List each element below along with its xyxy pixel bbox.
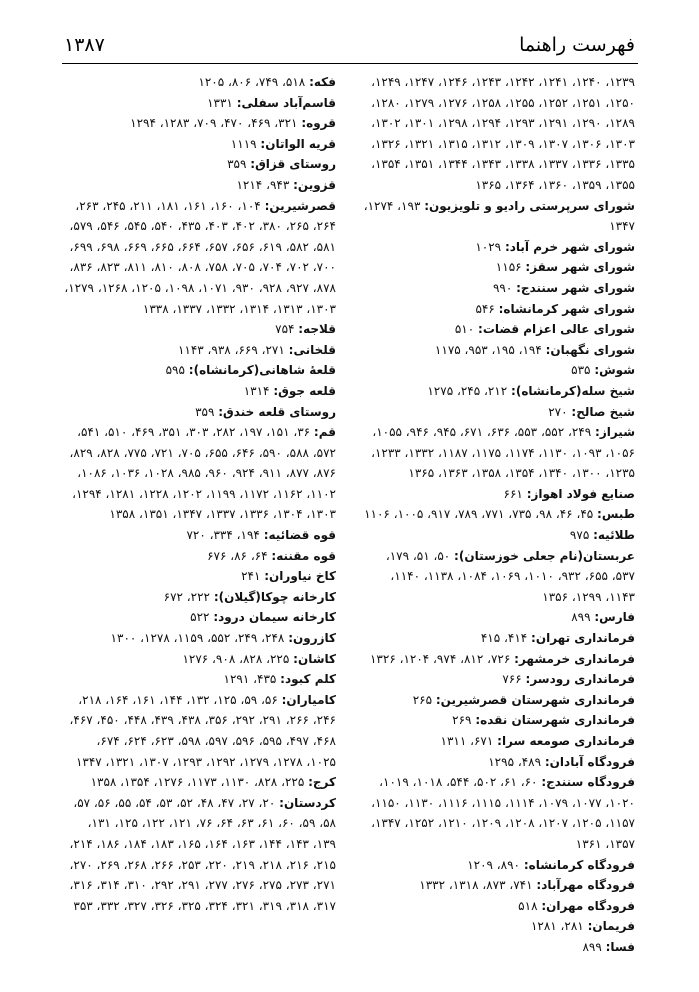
index-term: فرودگاه کرمانشاه: xyxy=(523,857,635,872)
index-entry xyxy=(363,628,635,649)
index-pages: ۳۵۹ xyxy=(195,404,215,419)
index-pages: ۹۴۳، ۱۲۱۴ xyxy=(236,177,290,192)
index-entry xyxy=(363,669,635,690)
index-term: عربستان(نام جعلی خوزستان): xyxy=(454,548,635,563)
index-pages: ۹۹۰ xyxy=(492,280,513,295)
index-term: فرودگاه آبادان: xyxy=(544,754,635,769)
index-term: فرودگاه سنندج: xyxy=(541,775,635,790)
index-entry xyxy=(363,319,635,340)
index-entry xyxy=(64,175,336,196)
index-entry xyxy=(64,628,336,649)
index-entry xyxy=(64,525,336,546)
index-pages: ۲۶۵ xyxy=(412,692,433,707)
index-entry xyxy=(363,402,635,423)
index-entry xyxy=(363,710,635,731)
index-entry xyxy=(363,525,635,546)
index-term: کلم کبود: xyxy=(280,672,336,687)
index-entry xyxy=(64,113,336,134)
index-pages: ۸۹۹ xyxy=(571,610,591,625)
index-pages: ۳۲۱، ۴۶۹، ۴۷۰، ۷۰۹، ۱۲۸۳، ۱۲۹۴ xyxy=(130,116,298,131)
index-entry xyxy=(363,896,635,917)
index-entry xyxy=(363,649,635,670)
index-entry xyxy=(363,690,635,711)
index-term: قوه مقننه: xyxy=(271,548,336,563)
index-entry xyxy=(363,484,635,505)
header-rule xyxy=(62,63,638,64)
index-entry xyxy=(363,875,635,896)
index-pages: ۱۲۳۹، ۱۲۴۰، ۱۲۴۱، ۱۲۴۲، ۱۲۴۳، ۱۲۴۶، ۱۲۴۷، ۱۲۴۹، ۱۲۵۰، ۱۲۵۱، ۱۲۵۲، ۱۲۵۵، ۱۲۵۸، ۱۲۷۶، ۱۲۷۹، ۱۲۸۰، ۱۲۸۹، ۱۲۹۰، ۱۲۹۱، ۱۲۹۳، ۱۲۹۴، ۱۲۹۸، ۱۳۰۱، ۱۳۰۲، ۱۳۰۳، ۱۳۰۶، ۱۳۰۷، ۱۳۰۹، ۱۳۱۲، ۱۳۱۵، ۱۳۲۱، ۱۳۲۶، ۱۳۳۵، ۱۳۳۶، ۱۳۳۷، ۱۳۳۸، ۱۳۴۳، ۱۳۴۴، ۱۳۵۱، ۱۳۵۴، ۱۳۵۵، ۱۳۵۹، ۱۳۶۰، ۱۳۶۴، ۱۳۶۵ xyxy=(371,75,635,192)
index-pages: ۸۹۰، ۱۲۰۹ xyxy=(467,857,520,872)
index-entry xyxy=(64,649,336,670)
index-entry xyxy=(363,546,635,608)
index-term: شورای نگهبان: xyxy=(545,342,635,357)
index-pages: ۷۵۴ xyxy=(275,322,295,337)
index-pages: ۱۹۴، ۱۹۵، ۹۵۳، ۱۱۷۵ xyxy=(434,342,542,357)
index-pages: ۱۰۲۹ xyxy=(475,239,502,254)
index-entry xyxy=(363,237,635,258)
index-pages: ۴۱۴، ۴۱۵ xyxy=(480,631,528,646)
index-pages: ۲۷۰ xyxy=(548,404,568,419)
index-pages: ۵۲۲ xyxy=(190,610,210,625)
index-entry xyxy=(64,340,336,361)
index-pages: ۱۱۵۶ xyxy=(495,260,522,275)
index-entry xyxy=(363,855,635,876)
index-pages: ۵۰، ۵۱، ۱۷۹، ۵۳۷، ۶۵۵، ۹۳۲، ۱۰۱۰، ۱۰۶۹، ۱۰۸۴، ۱۱۳۸، ۱۱۴۰، ۱۱۴۳، ۱۲۹۹، ۱۳۵۶ xyxy=(385,548,635,604)
index-entry xyxy=(363,299,635,320)
index-pages: ۵۱۰ xyxy=(454,322,475,337)
index-entry xyxy=(64,381,336,402)
index-pages: ۶۶۱ xyxy=(503,486,523,501)
index-term: کارخانه سیمان درود: xyxy=(213,610,336,625)
index-entry xyxy=(64,134,336,155)
index-column-left xyxy=(64,72,336,916)
index-entry xyxy=(363,72,635,196)
index-pages: ۵۱۸ xyxy=(518,898,538,913)
index-pages: ۲۴۸، ۲۴۹، ۵۵۲، ۱۱۵۹، ۱۲۷۸، ۱۳۰۰ xyxy=(110,631,285,646)
index-term: قاسم‌آباد سفلی: xyxy=(236,95,336,110)
index-entry xyxy=(64,154,336,175)
index-entry xyxy=(363,360,635,381)
index-term: کردستان: xyxy=(279,795,336,810)
index-term: شورای شهر سنندج: xyxy=(516,280,635,295)
index-term: فسا: xyxy=(605,939,635,954)
index-pages: ۴۳۵، ۱۲۹۱ xyxy=(223,672,277,687)
index-entry xyxy=(363,752,635,773)
index-pages: ۲۱۲، ۲۴۵، ۱۲۷۵ xyxy=(427,383,508,398)
index-entry xyxy=(363,731,635,752)
index-pages: ۹۷۵ xyxy=(569,528,590,543)
index-term: شورای عالی اعزام قضات: xyxy=(478,322,635,337)
index-pages: ۶۷۱، ۱۳۱۱ xyxy=(440,734,494,748)
index-pages: ۳۶، ۱۵۱، ۱۹۷، ۲۸۲، ۳۰۳، ۳۵۱، ۴۶۹، ۵۱۰، ۵۴۱، ۵۷۲، ۵۸۸، ۵۹۰، ۶۴۶، ۶۵۵، ۷۰۵، ۷۲۱، ۷۷۵، ۸۲۸، ۸۲۹، ۸۷۶، ۸۷۷، ۹۱۱، ۹۲۴، ۹۶۰، ۹۸۵، ۱۰۲۸، ۱۰۳۶، ۱۰۸۶، ۱۱۰۲، ۱۱۶۲، ۱۱۷۲، ۱۱۹۹، ۱۲۰۲، ۱۲۲۸، ۱۲۸۱، ۱۲۹۴، ۱۳۰۳، ۱۳۰۴، ۱۳۳۶، ۱۳۳۷، ۱۳۴۷، ۱۳۵۱، ۱۳۵۸ xyxy=(69,425,336,522)
running-header-title: فهرست راهنما xyxy=(519,34,635,56)
index-pages: ۵۶، ۵۹، ۱۲۵، ۱۳۲، ۱۴۴، ۱۶۱، ۱۶۴، ۲۱۸، ۲۴۶، ۲۶۶، ۲۹۱، ۲۹۲، ۳۵۶، ۴۳۸، ۴۳۹، ۴۴۸، ۴۵۰، ۴۶۷، ۴۶۸، ۴۹۷، ۵۹۵، ۵۹۶، ۵۹۷، ۵۹۸، ۶۲۳، ۶۲۴، ۶۷۴، ۱۰۲۵، ۱۲۷۸، ۱۲۷۹، ۱۲۹۲، ۱۲۹۳، ۱۳۰۷، ۱۳۲۱، ۱۳۴۷ xyxy=(69,692,336,769)
index-term: فرمانداری رودسر: xyxy=(525,672,635,687)
index-term: قوه قضائیه: xyxy=(263,528,336,543)
index-pages: ۷۲۶، ۸۱۲، ۹۷۴، ۱۲۰۴، ۱۳۲۶ xyxy=(369,651,511,666)
index-pages: ۲۲۵، ۸۲۸، ۹۰۸، ۱۲۷۶ xyxy=(182,651,290,666)
index-entry xyxy=(363,504,635,525)
index-term: روستای قزاق: xyxy=(250,157,336,172)
index-term: فرمانداری شهرستان نقده: xyxy=(475,713,635,728)
index-entry xyxy=(64,690,336,772)
index-term: شیراز: xyxy=(595,425,635,440)
index-term: فرودگاه مهرآباد: xyxy=(536,878,635,893)
index-entry xyxy=(363,278,635,299)
index-column-right xyxy=(363,72,635,958)
index-term: کاشان: xyxy=(293,651,336,666)
index-pages: ۸۹۹ xyxy=(582,939,602,954)
index-entry xyxy=(64,607,336,628)
index-entry xyxy=(64,587,336,608)
index-entry xyxy=(363,381,635,402)
index-term: شورای شهر کرمانشاه: xyxy=(498,301,635,316)
index-term: شورای سرپرستی رادیو و تلویزیون: xyxy=(424,198,635,213)
index-pages: ۱۰۴، ۱۶۰، ۱۶۱، ۱۸۱، ۲۱۱، ۲۴۵، ۲۶۳، ۲۶۴، ۲۶۵، ۳۸۰، ۴۰۲، ۴۰۳، ۴۳۵، ۵۴۰، ۵۴۵، ۵۴۶، ۵۷۹، ۵۸۱، ۵۸۲، ۶۱۹، ۶۵۶، ۶۵۷، ۶۶۴، ۶۶۵، ۶۶۹، ۶۹۸، ۶۹۹، ۷۰۰، ۷۰۲، ۷۰۴، ۷۰۵، ۷۵۸، ۸۰۸، ۸۱۰، ۸۱۱، ۸۲۳، ۸۳۶، ۸۷۸، ۹۲۷، ۹۲۸، ۹۳۰، ۱۰۷۱، ۱۰۹۸، ۱۲۰۵، ۱۲۶۸، ۱۲۷۹، ۱۳۰۳، ۱۳۱۳، ۱۳۱۴، ۱۳۳۲، ۱۳۳۷، ۱۳۳۸ xyxy=(64,198,336,316)
index-term: کامیاران: xyxy=(281,692,336,707)
index-term: کارخانه چوکا(گیلان): xyxy=(213,589,336,604)
index-pages: ۱۹۳، ۱۲۷۴، ۱۳۴۷ xyxy=(363,198,635,234)
index-term: فرمانداری صومعه سرا: xyxy=(497,734,635,748)
index-term: فرمانداری تهران: xyxy=(531,631,635,646)
index-entry xyxy=(64,319,336,340)
index-pages: ۲۶۹ xyxy=(452,713,472,728)
index-pages: ۵۱۸، ۷۴۹، ۸۰۶، ۱۲۰۵ xyxy=(198,75,306,89)
index-pages: ۱۳۳۱ xyxy=(207,95,233,110)
index-term: صنایع فولاد اهواز: xyxy=(526,486,635,501)
index-term: روستای قلعه خندق: xyxy=(218,404,336,419)
index-term: قلعه جوق: xyxy=(273,383,336,398)
index-pages: ۷۶۶ xyxy=(502,672,522,687)
index-entry xyxy=(64,93,336,114)
index-entry xyxy=(363,257,635,278)
index-pages: ۲۲۵، ۸۲۸، ۱۱۳۰، ۱۱۷۳، ۱۲۷۶، ۱۳۵۴، ۱۳۵۸ xyxy=(90,775,305,790)
index-term: قصرشیرین: xyxy=(264,198,336,213)
index-term: فرمانداری شهرستان قصرشیرین: xyxy=(435,692,635,707)
index-pages: ۱۳۱۴ xyxy=(243,383,270,398)
index-entry xyxy=(64,196,336,320)
index-term: شورای شهر سقز: xyxy=(525,260,635,275)
index-entry xyxy=(363,916,635,937)
index-term: فرودگاه مهران: xyxy=(541,898,635,913)
index-term: قریه الواتان: xyxy=(260,136,336,151)
index-term: قلاجه: xyxy=(298,322,336,337)
index-term: فرمانداری خرمشهر: xyxy=(514,651,635,666)
index-pages: ۷۴۱، ۸۷۳، ۱۳۱۸، ۱۳۳۲ xyxy=(419,878,533,893)
index-entry xyxy=(363,772,635,854)
index-entry xyxy=(363,937,635,958)
index-pages: ۱۱۱۹ xyxy=(230,136,257,151)
index-pages: ۶۴، ۸۶، ۶۷۶ xyxy=(207,548,268,563)
index-term: قم: xyxy=(313,425,336,440)
index-pages: ۲۷۱، ۶۶۹، ۹۳۸، ۱۱۴۳ xyxy=(177,342,285,357)
index-pages: ۲۲۲، ۶۷۲ xyxy=(163,589,210,604)
index-term: کرج: xyxy=(308,775,336,790)
index-term: فارس: xyxy=(594,610,635,625)
index-entry xyxy=(363,340,635,361)
index-term: قروه: xyxy=(301,116,336,131)
index-term: شیخ سله(کرمانشاه): xyxy=(511,383,635,398)
index-entry xyxy=(64,72,336,93)
index-pages: ۴۸۹، ۱۲۹۵ xyxy=(488,754,542,769)
index-term: قزوین: xyxy=(293,177,336,192)
index-term: طلائیه: xyxy=(593,528,635,543)
index-entry xyxy=(64,669,336,690)
index-pages: ۵۹۵ xyxy=(165,363,185,378)
index-term: شوش: xyxy=(594,363,635,378)
index-pages: ۲۴۹، ۵۵۲، ۵۵۳، ۶۳۶، ۶۷۱، ۹۴۵، ۹۴۶، ۱۰۵۵، ۱۰۵۶، ۱۰۹۳، ۱۱۳۰، ۱۱۷۴، ۱۱۷۵، ۱۱۸۷، ۱۳۳۲، ۱۲۳۳، ۱۲۳۵، ۱۳۰۰، ۱۳۴۰، ۱۳۵۴، ۱۳۵۸، ۱۳۶۳، ۱۳۶۵ xyxy=(371,425,635,481)
index-pages: ۵۳۵ xyxy=(571,363,591,378)
index-term: فکه: xyxy=(309,75,336,89)
index-entry xyxy=(64,793,336,917)
index-pages: ۶۰، ۶۱، ۵۰۲، ۵۴۴، ۱۰۱۸، ۱۰۱۹، ۱۰۲۰، ۱۰۷۷، ۱۰۷۹، ۱۱۱۴، ۱۱۱۵، ۱۱۱۶، ۱۱۳۰، ۱۱۵۰، ۱۱۵۷، ۱۲۰۵، ۱۲۰۷، ۱۲۰۸، ۱۲۰۹، ۱۲۱۰، ۱۲۵۲، ۱۳۴۷، ۱۳۵۷، ۱۳۶۱ xyxy=(371,775,635,851)
index-entry xyxy=(64,422,336,525)
index-term: کاخ نیاوران: xyxy=(264,569,336,584)
index-term: قلعهٔ شاهانی(کرمانشاه): xyxy=(188,363,336,378)
index-entry xyxy=(64,546,336,567)
index-entry xyxy=(64,360,336,381)
index-pages: ۲۸۱، ۱۲۸۱ xyxy=(530,919,584,934)
index-term: قلخانی: xyxy=(288,342,336,357)
index-pages: ۳۵۹ xyxy=(227,157,247,172)
index-pages: ۱۹۴، ۳۳۴، ۷۲۰ xyxy=(186,528,260,543)
index-pages: ۲۴۱ xyxy=(241,569,261,584)
index-entry xyxy=(64,566,336,587)
index-pages: ۲۰، ۲۷، ۴۷، ۴۸، ۵۲، ۵۳، ۵۴، ۵۵، ۵۶، ۵۷، ۵۸، ۵۹، ۶۰، ۶۱، ۶۳، ۶۴، ۷۶، ۱۲۱، ۱۲۲، ۱۲۵، ۱۳۱، ۱۳۹، ۱۴۳، ۱۴۴، ۱۶۳، ۱۶۴، ۱۶۵، ۱۸۳، ۱۸۴، ۱۸۶، ۲۱۴، ۲۱۵، ۲۱۶، ۲۱۸، ۲۱۹، ۲۲۰، ۲۵۳، ۲۶۶، ۲۶۸، ۲۶۹، ۲۷۰، ۲۷۱، ۲۷۳، ۲۷۵، ۲۷۶، ۲۷۷، ۲۹۱، ۲۹۲، ۳۱۰، ۳۱۴، ۳۱۶، ۳۱۷، ۳۱۸، ۳۱۹، ۳۲۱، ۳۲۴، ۳۲۵، ۳۲۶، ۳۲۷، ۳۳۲، ۳۵۳ xyxy=(69,795,336,913)
index-entry xyxy=(363,196,635,237)
index-entry xyxy=(363,422,635,484)
index-pages: ۵۴۶ xyxy=(475,301,495,316)
index-term: طبس: xyxy=(597,507,635,522)
index-entry xyxy=(64,402,336,423)
index-pages: ۴۵، ۴۶، ۹۸، ۷۳۵، ۷۷۱، ۷۸۹، ۹۱۷، ۱۰۰۵، ۱۱۰۶ xyxy=(364,507,594,522)
index-term: فریمان: xyxy=(587,919,635,934)
page-number: ۱۳۸۷ xyxy=(64,34,105,56)
index-term: شورای شهر خرم آباد: xyxy=(504,239,635,254)
index-term: شیخ صالح: xyxy=(571,404,635,419)
index-entry xyxy=(363,607,635,628)
index-entry xyxy=(64,772,336,793)
index-term: کازرون: xyxy=(288,631,336,646)
